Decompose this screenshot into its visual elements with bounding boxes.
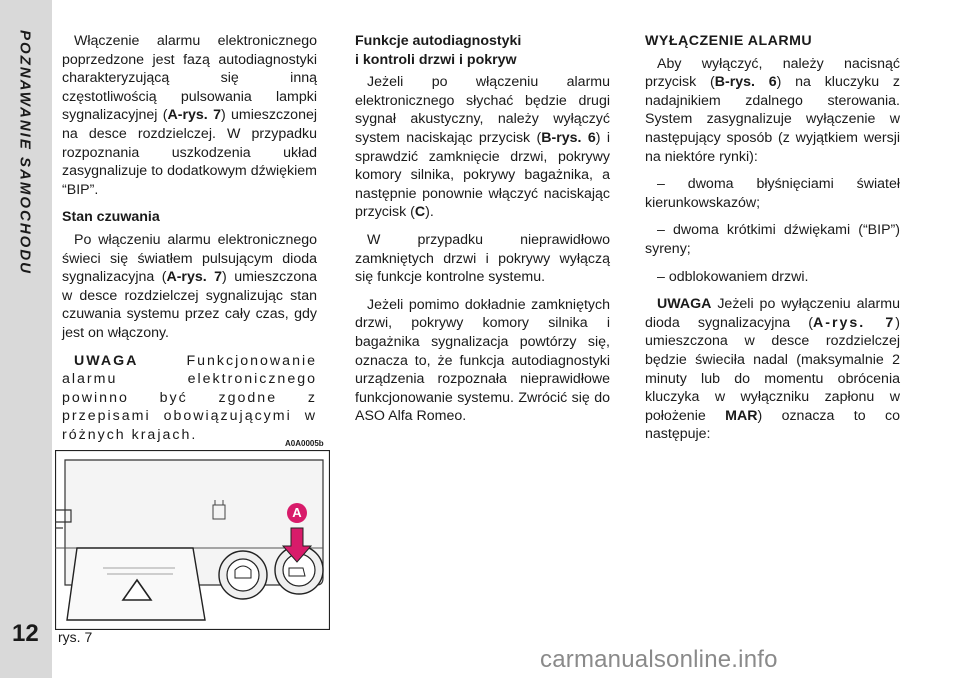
paragraph: Aby wyłączyć, należy nacisnąć przycisk (B-rys. 6) na kluczyku z nadajnikiem zdalnego sterowania. System zasygnalizuje wyłączenie w następujący sposób (z wyjątkiem wersji na niektóre rynki): bbox=[645, 55, 900, 165]
note-paragraph: UWAGA Funkcjonowanie alarmu elektronicznego powinno być zgodne z przepisami obowiązującymi w różnych krajach. bbox=[62, 352, 317, 443]
paragraph: Jeżeli pomimo dokładnie zamkniętych drzwi, pokrywy komory silnika i bagażnika sygnalizacja powtórzy się, oznacza to, że funkcja autodiagnostyki urządzenia rozpoznała nieprawidłowe funkcjonowanie systemu. Zwrócić się do ASO Alfa Romeo. bbox=[355, 296, 610, 425]
column-2 bbox=[355, 32, 610, 435]
page-number: 12 bbox=[12, 620, 39, 647]
column-1 bbox=[62, 32, 317, 453]
dashboard-illustration bbox=[55, 450, 330, 630]
paragraph: W przypadku nieprawidłowo zamkniętych drzwi i pokrywy wyłączą się funkcje kontrolne systemu. bbox=[355, 231, 610, 286]
list-item: – dwoma krótkimi dźwiękami (“BIP”) syreny; bbox=[645, 222, 900, 257]
dashboard-figure bbox=[55, 450, 330, 630]
paragraph: Po włączeniu alarmu elektronicznego świeci się światłem pulsującym dioda sygnalizacyjna (A-rys. 7) umieszczona w desce rozdzielczej sygnalizując stan czuwania systemu przez cały czas, gdy jest on włączony. bbox=[62, 231, 317, 341]
list-item: – dwoma błyśnięciami świateł kierunkowskazów; bbox=[645, 176, 900, 211]
figure-caption: rys. 7 bbox=[58, 629, 93, 645]
subheading-stan-czuwania: Stan czuwania bbox=[62, 209, 160, 226]
watermark: carmanualsonline.info bbox=[540, 646, 778, 673]
figure-code: A0A0005b bbox=[285, 439, 324, 448]
list-item: – odblokowaniem drzwi. bbox=[657, 268, 809, 285]
section-title: POZNAWANIE SAMOCHODU bbox=[16, 30, 34, 276]
paragraph: Jeżeli po włączeniu alarmu elektronicznego słychać będzie drugi sygnał akustyczny, należy wyłączyć system naciskając przycisk (B-rys. 6) i sprawdzić zamknięcie drzwi, pokrywy komory silnika, pokrywy bagażnika, a następnie ponownie włączyć naciskając przycisk (C). bbox=[355, 74, 610, 221]
note-paragraph: UWAGA Jeżeli po wyłączeniu alarmu dioda sygnalizacyjna (A-rys. 7) umieszczona w desce rozdzielczej będzie świeciła nadal (maksymalnie 2 minuty lub do momentu obrócenia kluczyka w wyłączniku zapłonu w położenie MAR) oznacza to co następuje: bbox=[645, 296, 901, 443]
figure-callout-a: A bbox=[287, 503, 307, 523]
subheading-autodiagnostyka: Funkcje autodiagnostyki i kontroli drzwi i pokryw bbox=[355, 33, 522, 68]
heading-wylaczenie-alarmu: WYŁĄCZENIE ALARMU bbox=[645, 33, 813, 49]
column-3 bbox=[645, 32, 900, 453]
paragraph: Włączenie alarmu elektronicznego poprzedzone jest fazą autodiagnostyki charakteryzującą się inną częstotliwością pulsowania lampki sygnalizacyjnej (A-rys. 7) umieszczonej na desce rozdzielczej. W przypadku rozpoznania uszkodzenia układ zasygnalizuje to dodatkowym dźwiękiem “BIP”. bbox=[62, 33, 317, 198]
